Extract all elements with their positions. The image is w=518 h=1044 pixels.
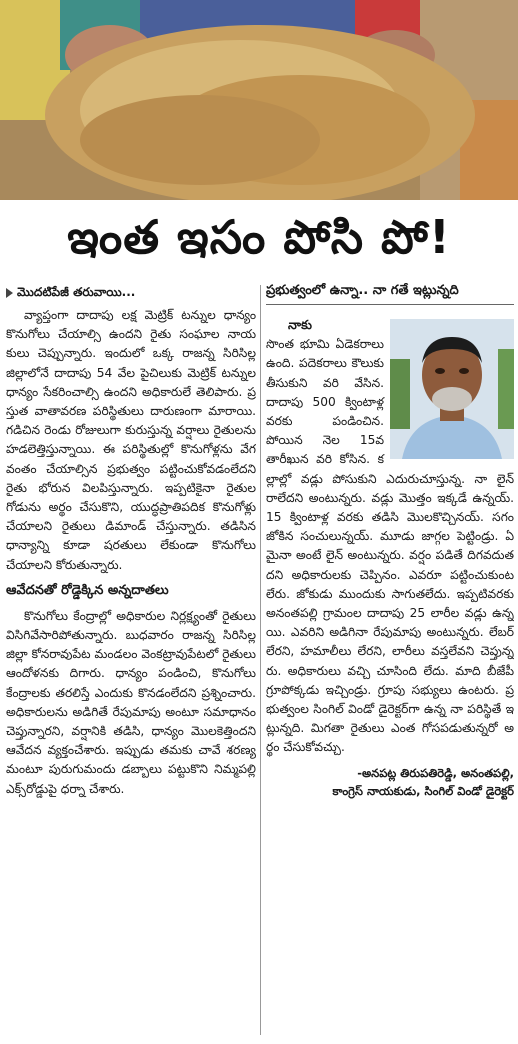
- continued-text: మొదటిపేజీ తరువాయి...: [17, 285, 136, 299]
- quote-text: సొంత భూమి ఏడెకరాలు ఉంది. పదెకరాలు కౌలుకు తీసుకుని వరి వేసిన. దాదాపు 500 క్వింటాళ్ల వరకు పండించిన. పోయిన నెల 15వ తారీఖున వరి కోసిన. కల్లాల్లో వడ్లు పోసుకుని ఎదురుచూస్తున్న. నా లైన్ రాలేదని అంటున్నరు. వడ్లు మొత్తం ఇక్కడే ఉన్నయ్. 15 క్వింటాళ్ల వరకు తడిసి మొలకొచ్చినయ్. సగం జోకిన సంచులున్నయ్. మూడు జాగ్గల పెట్టిండ్రు. ఏమైనా అంటే లైన్ అంటున్నరు. వర్షం పడితే దిగవదుతదని అధికారులకు చెప్పినం. ఎవరూ పట్టించుకుంటలేరు. జోకుడు ముందుకు సాగుతలేదు. ఇప్పటివరకు అనంతపల్లి గ్రామంల దాదాపు 25 లారీల వడ్లు ఉన్నయి. ఎవరిని అడిగినా రేపుమాపు అంటున్నరు. లేబర్ లేరని, హమాలీలు లేరని, లారీలు వస్తలేవని చెప్తున్నరు. అధికారులు వచ్చి చూసింది లేదు. మాది బీజేపీ గ్రూపోక్కడు ఇచ్చిండ్రు. గ్రూపు సభ్యులు ఉంటరు. ప్రభుత్వంల సింగిల్ విండో డైరెక్టర్‌గా ఉన్న నా పరిస్థితే ఇట్లున్నది. మిగతా రైతులు ఎంత గోసపడుతున్నరో అర్థం చేసుకోవచ్చు.: [266, 337, 514, 755]
- farmer-portrait-image: [390, 319, 514, 459]
- byline-title: కాంగ్రెస్ నాయకుడు, సింగిల్ విండో డైరెక్టర్: [332, 783, 514, 798]
- farmer-portrait: [390, 319, 514, 459]
- grain-photo-image: [0, 0, 518, 200]
- headline: ఇంత ఇసం పోసి పో!: [67, 210, 451, 264]
- left-column: [6, 283, 256, 1041]
- sidebar-heading: ప్రభుత్వంలో ఉన్నా.. నా గతే ఇట్లున్నది: [266, 283, 514, 305]
- article-paragraph-2: కొనుగోలు కేంద్రాల్లో అధికారుల నిర్లక్ష్యంతో రైతులు విసిగివేసారిపోతున్నారు. బుధవారం రాజన్న సిరిసిల్ల జిల్లా కోనరావుపేట మండలం వెంకట్రావుపేటలో రైతులు ఆందోళనకు దిగారు. ధాన్యం పండించి, కొనుగోలు కేంద్రాలకు తరలిస్తే ఎందుకు కొనడంలేదని ప్రశ్నించారు. అధికారులను అడిగితే రేపుమాపు అంటూ సమాధానం చెప్తున్నారని, వర్షానికి తడిసి, ధాన్యం మొలకెత్తిందని ఆవేదన వ్యక్తంచేశారు. ఇప్పుడు తమకు చావే శరణ్యమంటూ పురుగుమందు డబ్బాలు పట్టుకొని నిమ్మపల్లి ఎక్స్‌రోడ్డుపై ధర్నా చేశారు.: [6, 608, 256, 796]
- byline: [266, 764, 514, 800]
- column-divider: [260, 285, 261, 1035]
- subheading: ఆవేదనతో రోడ్డెక్కిన అన్నదాతలు: [6, 582, 169, 598]
- lead-word: నాకు: [288, 317, 312, 332]
- article-paragraph-1: వ్యాప్తంగా దాదాపు లక్ష మెట్రిక్ టన్నుల ధాన్యం కొనుగోలు చేయాల్సి ఉందని రైతు సంఘాల నాయకులు చెప్పున్నారు. ఇందులో ఒక్క రాజన్న సిరిసిల్ల జిల్లాలోనే దాదాపు 54 వేల పైచిలుకు మెట్రిక్ టన్నుల ధాన్యం సేకరించాల్సి ఉందని అధికారులే తెలిపారు. ప్రస్తుత వాతావరణ పరిస్థితులు దారుణంగా మారాయి. గడిచిన రెండు రోజులుగా కురుస్తున్న వర్షాలు రైతులను హడలెత్తిస్తున్నాయి. ఈ పరిస్థితుల్లో కొనుగోళ్లను వేగవంతం చేయాల్సిన ప్రభుత్వం పట్టించుకోవడంలేదని రైతు భోరున విలపిస్తున్నారు. ఇప్పటికైనా రైతుల గోడును అర్థం చేసుకొని, యుద్ధప్రాతిపదిక కొనుగోళ్లు చేయాలని రైతులు డిమాండ్ చేస్తున్నారు. తడిసిన ధాన్యాన్ని కూడా షరతులు లేకుండా కొనుగోలు చేయాలని కోరుతున్నారు.: [6, 308, 256, 572]
- arrow-icon: [6, 288, 13, 298]
- sidebar-body: [266, 315, 514, 758]
- byline-name: -అనపట్ల తిరుపతిరెడ్డి, అనంతపల్లి,: [357, 765, 514, 780]
- continued-label: [6, 285, 256, 302]
- grain-photo: [0, 0, 518, 200]
- right-column: [266, 283, 514, 1041]
